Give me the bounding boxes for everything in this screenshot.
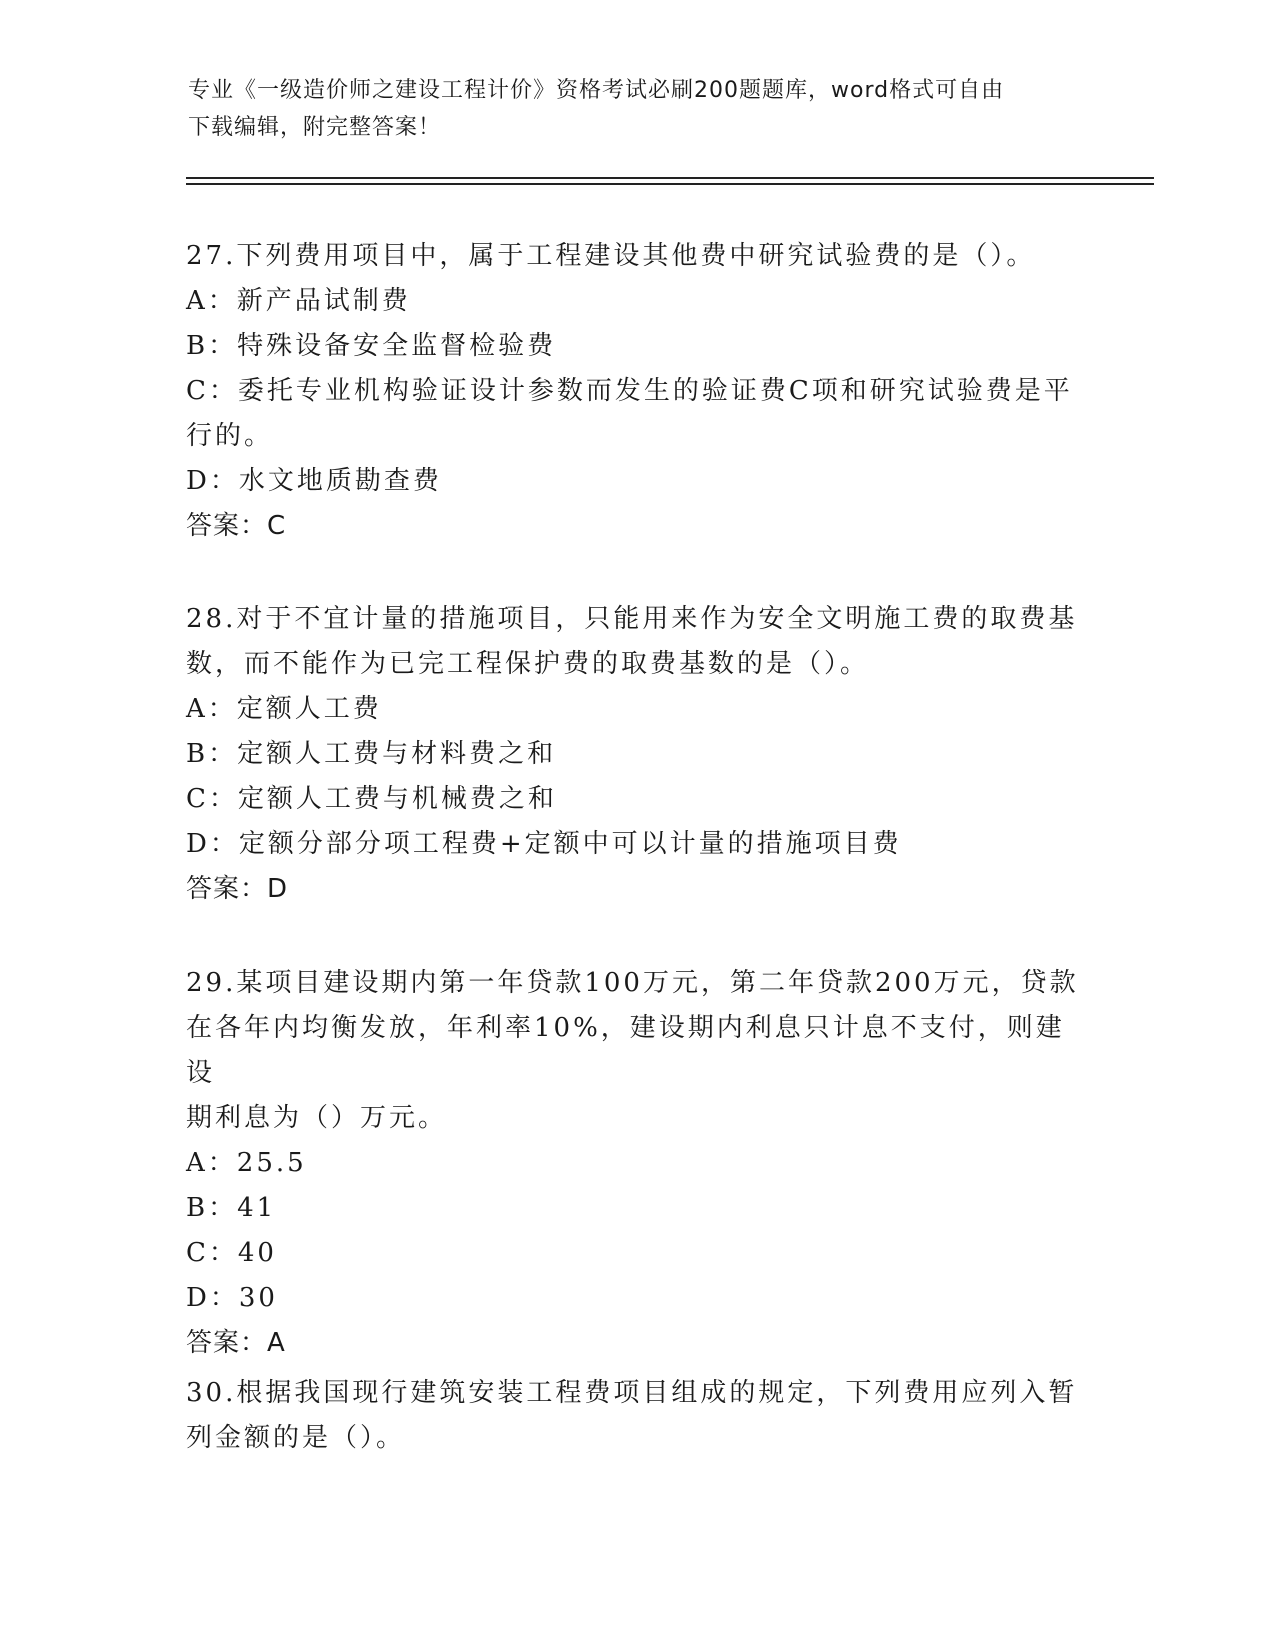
header-divider-bottom	[186, 183, 1154, 185]
option-line: B：特殊设备安全监督检验费	[186, 331, 557, 361]
option-b	[186, 324, 1086, 369]
option-a	[186, 687, 1086, 732]
question-27	[186, 234, 1086, 549]
option-line: B：定额人工费与材料费之和	[186, 739, 557, 769]
stem-line: 30.根据我国现行建筑安装工程费项目组成的规定，下列费用应列入暂	[186, 1378, 1078, 1408]
option-line: D：水文地质勘查费	[186, 466, 442, 496]
question-stem	[186, 597, 1086, 687]
stem-line: 列金额的是（）。	[186, 1423, 406, 1453]
question-30	[186, 1371, 1086, 1461]
stem-line: 期利息为（）万元。	[186, 1103, 448, 1133]
option-line: D：定额分部分项工程费+定额中可以计量的措施项目费	[186, 829, 902, 859]
option-c	[186, 1231, 1086, 1276]
option-line: A：新产品试制费	[186, 286, 411, 316]
answer-line: 答案：D	[186, 874, 289, 904]
option-d	[186, 1276, 1086, 1321]
question-29	[186, 961, 1086, 1366]
option-line: 行的。	[186, 421, 274, 451]
stem-line: 27.下列费用项目中，属于工程建设其他费中研究试验费的是（）。	[186, 241, 1036, 271]
document-header	[188, 72, 1088, 146]
option-b	[186, 732, 1086, 777]
header-divider-top	[186, 177, 1154, 179]
option-line: B：41	[186, 1193, 277, 1223]
question-stem	[186, 234, 1086, 279]
stem-line: 29.某项目建设期内第一年贷款100万元，第二年贷款200万元，贷款	[186, 968, 1079, 998]
option-a	[186, 1141, 1086, 1186]
option-c	[186, 369, 1086, 459]
question-28	[186, 597, 1086, 912]
stem-line: 在各年内均衡发放，年利率10%，建设期内利息只计息不支付，则建设	[186, 1013, 1065, 1088]
header-line-1: 专业《一级造价师之建设工程计价》资格考试必刷200题题库，word格式可自由	[188, 78, 1005, 103]
answer-line: 答案：A	[186, 1328, 286, 1358]
answer-line: 答案：C	[186, 511, 287, 541]
option-d	[186, 822, 1086, 867]
option-a	[186, 279, 1086, 324]
option-c	[186, 777, 1086, 822]
option-line: C：40	[186, 1238, 277, 1268]
option-line: C：委托专业机构验证设计参数而发生的验证费C项和研究试验费是平	[186, 376, 1073, 406]
question-stem	[186, 1371, 1086, 1461]
option-line: C：定额人工费与机械费之和	[186, 784, 557, 814]
option-b	[186, 1186, 1086, 1231]
question-stem	[186, 961, 1086, 1141]
option-line: A：定额人工费	[186, 694, 382, 724]
option-d	[186, 459, 1086, 504]
header-line-2: 下载编辑，附完整答案！	[188, 115, 442, 140]
option-line: D：30	[186, 1283, 278, 1313]
option-line: A：25.5	[186, 1148, 307, 1178]
stem-line: 28.对于不宜计量的措施项目，只能用来作为安全文明施工费的取费基	[186, 604, 1078, 634]
stem-line: 数，而不能作为已完工程保护费的取费基数的是（）。	[186, 649, 870, 679]
